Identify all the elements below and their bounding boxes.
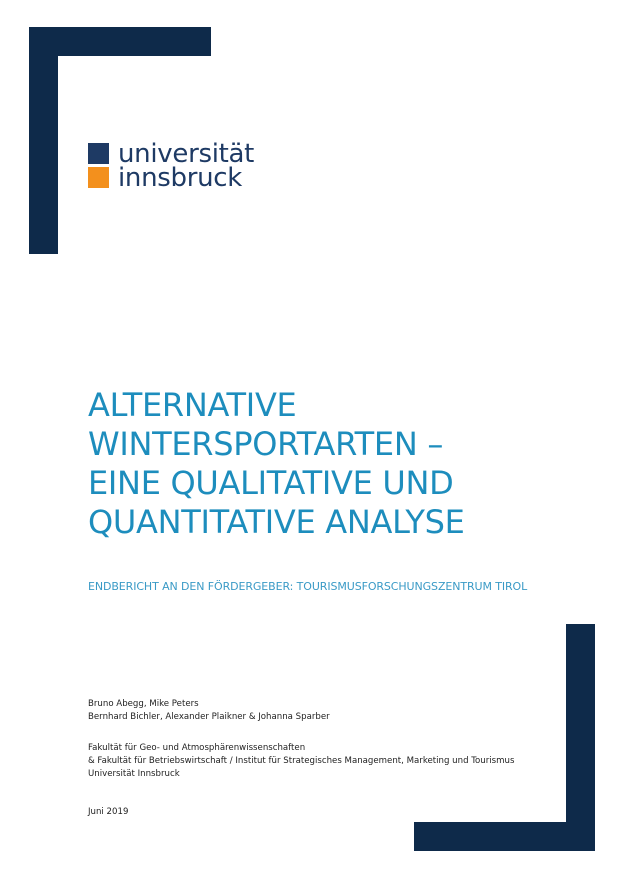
- report-title-line: ALTERNATIVE: [88, 386, 297, 424]
- report-title: [88, 386, 588, 542]
- affiliation-line: & Fakultät für Betriebswirtschaft / Institut für Strategisches Management, Marketing und Tourismus: [88, 756, 515, 766]
- affiliation-line: Fakultät für Geo- und Atmosphärenwissenschaften: [88, 743, 306, 753]
- affiliation-line: Universität Innsbruck: [88, 769, 180, 779]
- author-line: Bruno Abegg, Mike Peters: [88, 699, 199, 709]
- report-title-line: WINTERSPORTARTEN –: [88, 425, 444, 463]
- report-title-line: QUANTITATIVE ANALYSE: [88, 503, 465, 541]
- logo-orange-square: [88, 167, 109, 188]
- university-logo: [88, 141, 288, 193]
- publication-date: Juni 2019: [88, 807, 129, 817]
- logo-text-line2: innsbruck: [118, 163, 243, 193]
- logo-text-line1: universität: [118, 139, 255, 169]
- report-subtitle: ENDBERICHT AN DEN FÖRDERGEBER: TOURISMUSFORSCHUNGSZENTRUM TIROL: [88, 580, 528, 593]
- logo-navy-square: [88, 143, 109, 164]
- corner-frame-top-left-vertical: [29, 27, 58, 254]
- report-title-line: EINE QUALITATIVE UND: [88, 464, 454, 502]
- affiliations-block: [88, 742, 514, 781]
- author-line: Bernhard Bichler, Alexander Plaikner & Johanna Sparber: [88, 712, 330, 722]
- authors-block: [88, 698, 330, 724]
- corner-frame-bottom-right-vertical: [566, 624, 595, 851]
